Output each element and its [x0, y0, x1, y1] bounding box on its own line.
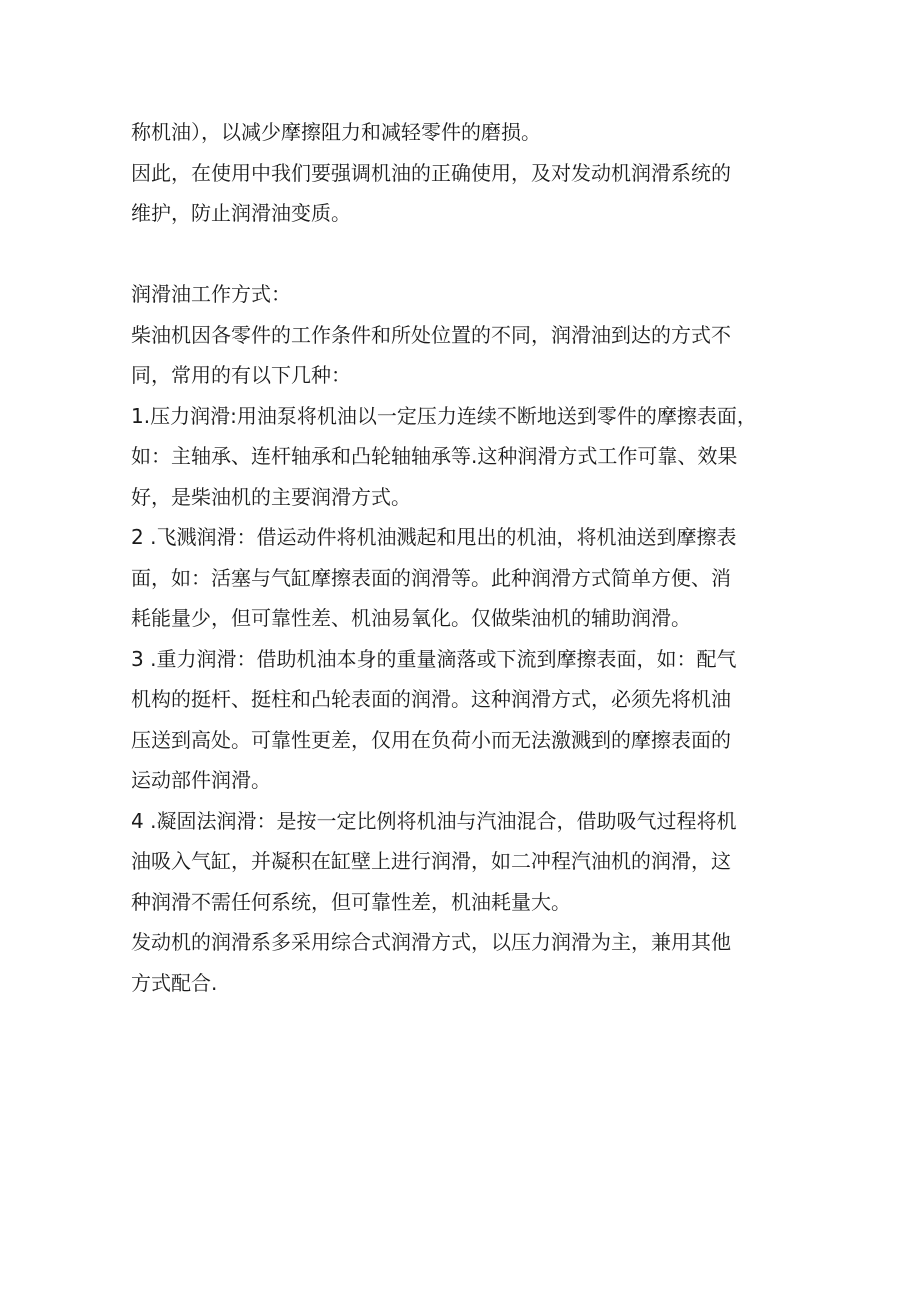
list-item-3-line: 机构的挺杆、挺柱和凸轮表面的润滑。这种润滑方式，必须先将机油: [131, 687, 731, 711]
conclusion-line: 方式配合.: [131, 970, 218, 995]
list-item-2-line: 面，如：活塞与气缸摩擦表面的润滑等。此种润滑方式简单方便、消: [131, 565, 731, 590]
text-line: 同，常用的有以下几种：: [131, 363, 351, 387]
list-item-2-line: 耗能量少，但可靠性差、机油易氧化。仅做柴油机的辅助润滑。: [131, 606, 691, 630]
list-item-3-line: 运动部件润滑。: [131, 768, 271, 792]
text-line: 称机油），以减少摩擦阻力和减轻零件的磨损。: [131, 120, 541, 144]
blank-line: [131, 234, 801, 275]
section-heading: 润滑油工作方式：: [131, 282, 291, 306]
list-item-1-line: 好，是柴油机的主要润滑方式。: [131, 484, 411, 509]
document-body: [131, 112, 801, 1003]
list-item-3-line: 压送到高处。可靠性更差，仅用在负荷小而无法激溅到的摩擦表面的: [131, 727, 731, 752]
list-item-4-line: 油吸入气缸，并凝积在缸壁上进行润滑，如二冲程汽油机的润滑，这: [131, 849, 731, 873]
text-line: 柴油机因各零件的工作条件和所处位置的不同，润滑油到达的方式不: [131, 322, 731, 347]
list-item-1-line: 如：主轴承、连杆轴承和凸轮轴轴承等.这种润滑方式工作可靠、效果: [131, 444, 738, 468]
list-item-4-line: 4 .凝固法润滑：是按一定比例将机油与汽油混合，借助吸气过程将机: [131, 808, 737, 833]
list-item-1-line: 1.压力润滑:用油泵将机油以一定压力连续不断地送到零件的摩擦表面，: [131, 403, 757, 428]
list-item-2-line: 2 .飞溅润滑：借运动件将机油溅起和甩出的机油，将机油送到摩擦表: [131, 525, 737, 549]
text-line: 因此，在使用中我们要强调机油的正确使用，及对发动机润滑系统的: [131, 160, 731, 185]
conclusion-line: 发动机的润滑系多采用综合式润滑方式，以压力润滑为主，兼用其他: [131, 930, 731, 954]
text-line: 维护，防止润滑油变质。: [131, 201, 351, 225]
list-item-4-line: 种润滑不需任何系统，但可靠性差，机油耗量大。: [131, 889, 571, 914]
list-item-3-line: 3 .重力润滑：借助机油本身的重量滴落或下流到摩擦表面，如：配气: [131, 646, 737, 671]
